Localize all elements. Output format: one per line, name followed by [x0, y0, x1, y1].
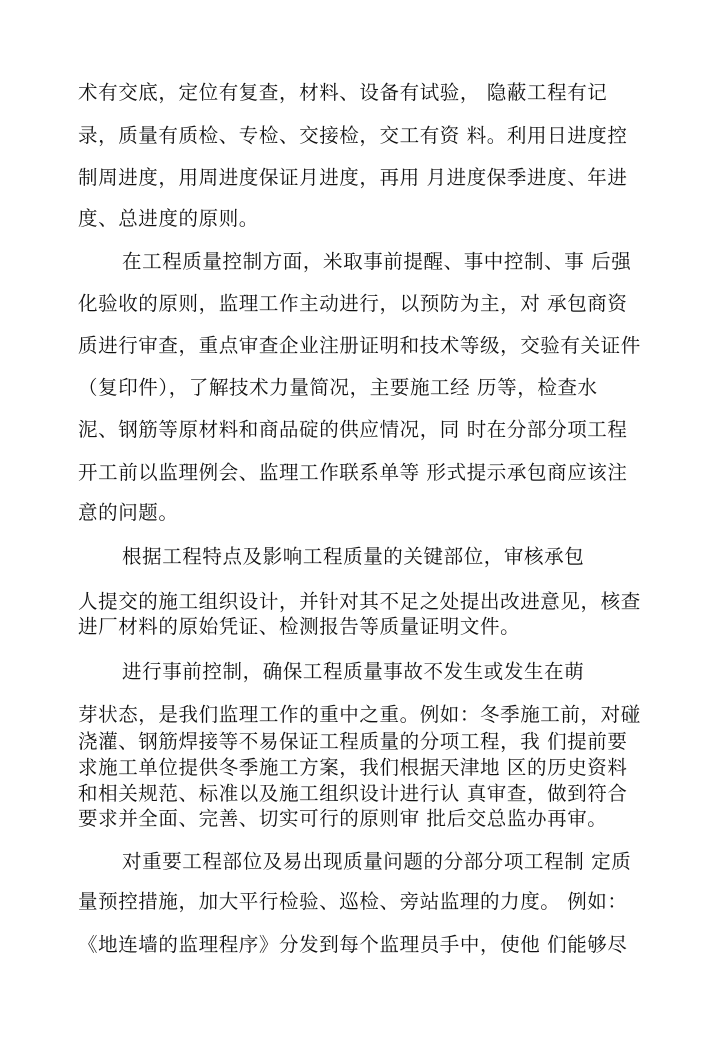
text-line: 进厂材料的原始凭证、检测报告等质量证明文件。 [78, 615, 521, 638]
text-line: 浇灌、钢筋焊接等不易保证工程质量的分项工程，我 们提前要 [78, 730, 628, 753]
text-line: 度、总进度的原则。 [78, 207, 259, 230]
paragraph-first-line: 进行事前控制，确保工程质量事故不发生或发生在萌 [122, 660, 585, 683]
text-line: 录，质量有质检、专检、交接检，交工有资 料。利用日进度控 [78, 124, 628, 147]
text-line: 开工前以监理例会、监理工作联系单等 形式提示承包商应该注 [78, 461, 628, 484]
text-line: 要求并全面、完善、切实可行的原则审 批后交总监办再审。 [78, 807, 608, 830]
text-line: 制周进度，用周进度保证月进度，再用 月进度保季进度、年进 [78, 166, 628, 189]
text-line: 求施工单位提供冬季施工方案，我们根据天津地 区的历史资料 [78, 756, 628, 779]
text-line: 意的问题。 [78, 501, 179, 524]
paragraph-first-line: 根据工程特点及影响工程质量的关键部位，审核承包 [122, 545, 585, 568]
text-line: 芽状态，是我们监理工作的重中之重。例如：冬季施工前，对碰 [78, 703, 641, 726]
text-line: （复印件），了解技术力量简况，主要施工经 历等，检查水 [78, 376, 598, 399]
text-line: 量预控措施，加大平行检验、巡检、旁站监理的力度。 例如： [78, 890, 628, 913]
paragraph-first-line: 对重要工程部位及易出现质量问题的分部分项工程制 定质 [122, 850, 632, 873]
paragraph-first-line: 在工程质量控制方面，米取事前提醒、事中控制、事 后强 [122, 250, 632, 273]
text-line: 《地连墙的监理程序》分发到每个监理员手中，使他 们能够尽 [78, 933, 628, 956]
text-line: 泥、钢筋等原材料和商品碇的供应情况，同 时在分部分项工程 [78, 418, 628, 441]
text-line: 质进行审查，重点审查企业注册证明和技术等级，交验有关证件 [78, 334, 641, 357]
text-line: 和相关规范、标准以及施工组织设计进行认 真审查，做到符合 [78, 782, 628, 805]
text-line: 术有交底，定位有复查，材料、设备有试验， 隐蔽工程有记 [78, 81, 608, 104]
text-line: 化验收的原则，监理工作主动进行，以预防为主，对 承包商资 [78, 292, 628, 315]
text-line: 人提交的施工组织设计，并针对其不足之处提出改进意见，核查 [78, 590, 641, 613]
